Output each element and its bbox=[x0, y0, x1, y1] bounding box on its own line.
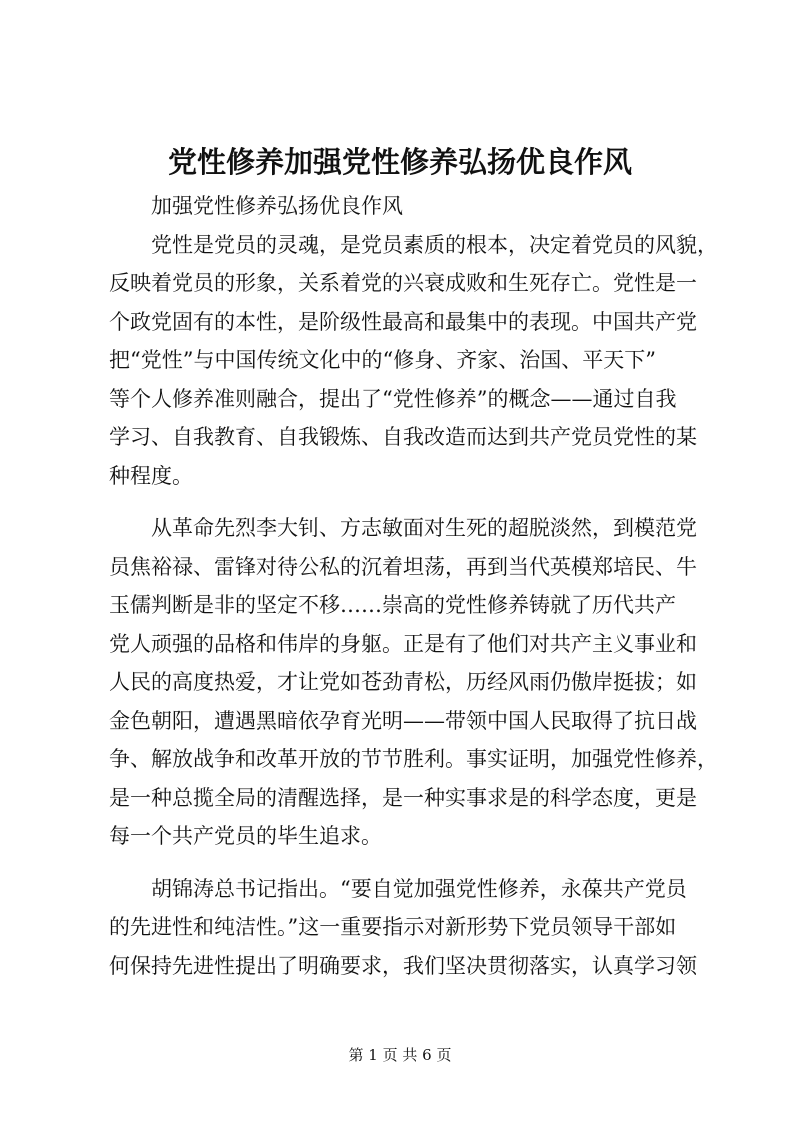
paragraph-gap bbox=[109, 495, 709, 509]
paragraph-2 bbox=[109, 509, 718, 856]
text-line: 员焦裕禄、雷锋对待公私的沉着坦荡，再到当代英模郑培民、牛 bbox=[109, 554, 697, 579]
paragraph-3 bbox=[109, 870, 709, 986]
text-line: 玉儒判断是非的坚定不移……崇高的党性修养铸就了历代共产 bbox=[109, 593, 676, 617]
text-line: 人民的高度热爱，才让党如苍劲青松，历经风雨仍傲岸挺拔；如 bbox=[109, 670, 697, 694]
text-line: 的先进性和纯洁性。”这一重要指示对新形势下党员领导干部如 bbox=[109, 915, 677, 939]
text-line: 等个人修养准则融合，提出了“党性修养”的概念——通过自我 bbox=[109, 386, 677, 411]
text-line: 党人顽强的品格和伟岸的身躯。正是有了他们对共产主义事业和 bbox=[109, 631, 697, 656]
text-line: 从革命先烈李大钊、方志敏面对生死的超脱淡然，到模范党 bbox=[151, 516, 697, 540]
paragraph-1 bbox=[109, 226, 718, 496]
text-line: 反映着党员的形象，关系着党的兴衰成败和生死存亡。党性是一 bbox=[109, 271, 697, 295]
paragraph-gap bbox=[109, 856, 709, 870]
text-line: 个政党固有的本性，是阶级性最高和最集中的表现。中国共产党 bbox=[109, 309, 697, 334]
text-line: 争、解放战争和改革开放的节节胜利。事实证明，加强党性修养， bbox=[109, 747, 718, 771]
text-line: 是一种总揽全局的清醒选择，是一种实事求是的科学态度，更是 bbox=[109, 785, 697, 810]
document-body bbox=[109, 187, 718, 985]
text-line: 何保持先进性提出了明确要求，我们坚决贯彻落实，认真学习领 bbox=[109, 953, 697, 978]
page-number-footer: 第 1 页 共 6 页 bbox=[348, 1046, 452, 1064]
page-title: 党性修养加强党性修养弘扬优良作风 bbox=[167, 145, 632, 179]
text-line: 把“党性”与中国传统文化中的“修身、齐家、治国、平天下” bbox=[109, 348, 656, 372]
text-line: 胡锦涛总书记指出。“要自觉加强党性修养，永葆共产党员 bbox=[151, 876, 687, 901]
text-line: 种程度。 bbox=[109, 463, 193, 488]
text-line: 党性是党员的灵魂，是党员素质的根本，决定着党员的风貌， bbox=[151, 232, 718, 257]
text-line: 学习、自我教育、自我锻炼、自我改造而达到共产党员党性的某 bbox=[109, 425, 697, 449]
subtitle: 加强党性修养弘扬优良作风 bbox=[151, 194, 403, 218]
text-line: 金色朝阳，遭遇黑暗依孕育光明——带领中国人民取得了抗日战 bbox=[109, 708, 697, 733]
text-line: 每一个共产党员的毕生追求。 bbox=[109, 824, 382, 848]
